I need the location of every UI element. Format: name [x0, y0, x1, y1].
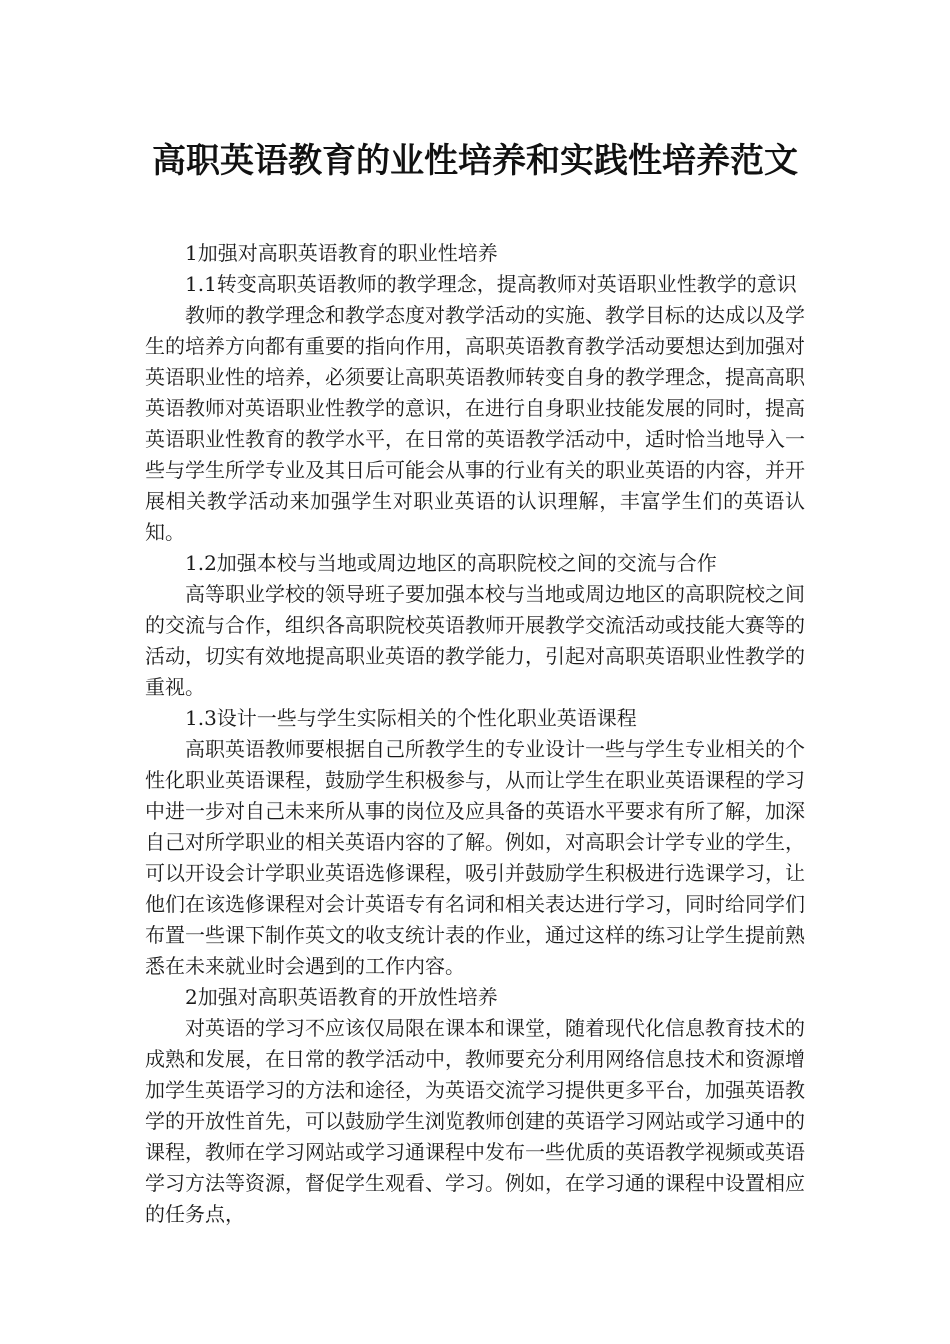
document-body	[145, 238, 805, 1230]
subsection-heading-1-1: 1.1转变高职英语教师的教学理念，提高教师对英语职业性教学的意识	[185, 272, 797, 296]
paragraph-1-3: 高职英语教师要根据自己所教学生的专业设计一些与学生专业相关的个性化职业英语课程，鼓励学生积极参与，从而让学生在职业英语课程的学习中进一步对自己未来所从事的岗位及应具备的英语水平要求有所了解，加深自己对所学职业的相关英语内容的了解。例如，对高职会计学专业的学生，可以开设会计学职业英语选修课程，吸引并鼓励学生积极进行选课学习，让他们在该选修课程对会计英语专有名词和相关表达进行学习，同时给同学们布置一些课下制作英文的收支统计表的作业，通过这样的练习让学生提前熟悉在未来就业时会遇到的工作内容。	[145, 737, 805, 978]
document-title: 高职英语教育的业性培养和实践性培养范文	[152, 141, 798, 181]
subsection-heading-1-2: 1.2加强本校与当地或周边地区的高职院校之间的交流与合作	[185, 551, 717, 575]
subsection-heading-1-3: 1.3设计一些与学生实际相关的个性化职业英语课程	[185, 706, 637, 730]
section-heading-1: 1加强对高职英语教育的职业性培养	[185, 241, 498, 265]
paragraph-1-2: 高等职业学校的领导班子要加强本校与当地或周边地区的高职院校之间的交流与合作，组织各高职院校英语教师开展教学交流活动或技能大赛等的活动，切实有效地提高职业英语的教学能力，引起对高职英语职业性教学的重视。	[145, 582, 805, 699]
paragraph-2: 对英语的学习不应该仅局限在课本和课堂，随着现代化信息教育技术的成熟和发展，在日常的教学活动中，教师要充分利用网络信息技术和资源增加学生英语学习的方法和途径，为英语交流学习提供更多平台，加强英语教学的开放性首先，可以鼓励学生浏览教师创建的英语学习网站或学习通中的课程，教师在学习网站或学习通课程中发布一些优质的英语教学视频或英语学习方法等资源，督促学生观看、学习。例如，在学习通的课程中设置相应的任务点，	[145, 1016, 805, 1226]
paragraph-1-1: 教师的教学理念和教学态度对教学活动的实施、教学目标的达成以及学生的培养方向都有重要的指向作用，高职英语教育教学活动要想达到加强对英语职业性的培养，必须要让高职英语教师转变自身的教学理念，提高高职英语教师对英语职业性教学的意识，在进行自身职业技能发展的同时，提高英语职业性教育的教学水平，在日常的英语教学活动中，适时恰当地导入一些与学生所学专业及其日后可能会从事的行业有关的职业英语的内容，并开展相关教学活动来加强学生对职业英语的认识理解，丰富学生们的英语认知。	[145, 303, 805, 544]
section-heading-2: 2加强对高职英语教育的开放性培养	[185, 985, 498, 1009]
